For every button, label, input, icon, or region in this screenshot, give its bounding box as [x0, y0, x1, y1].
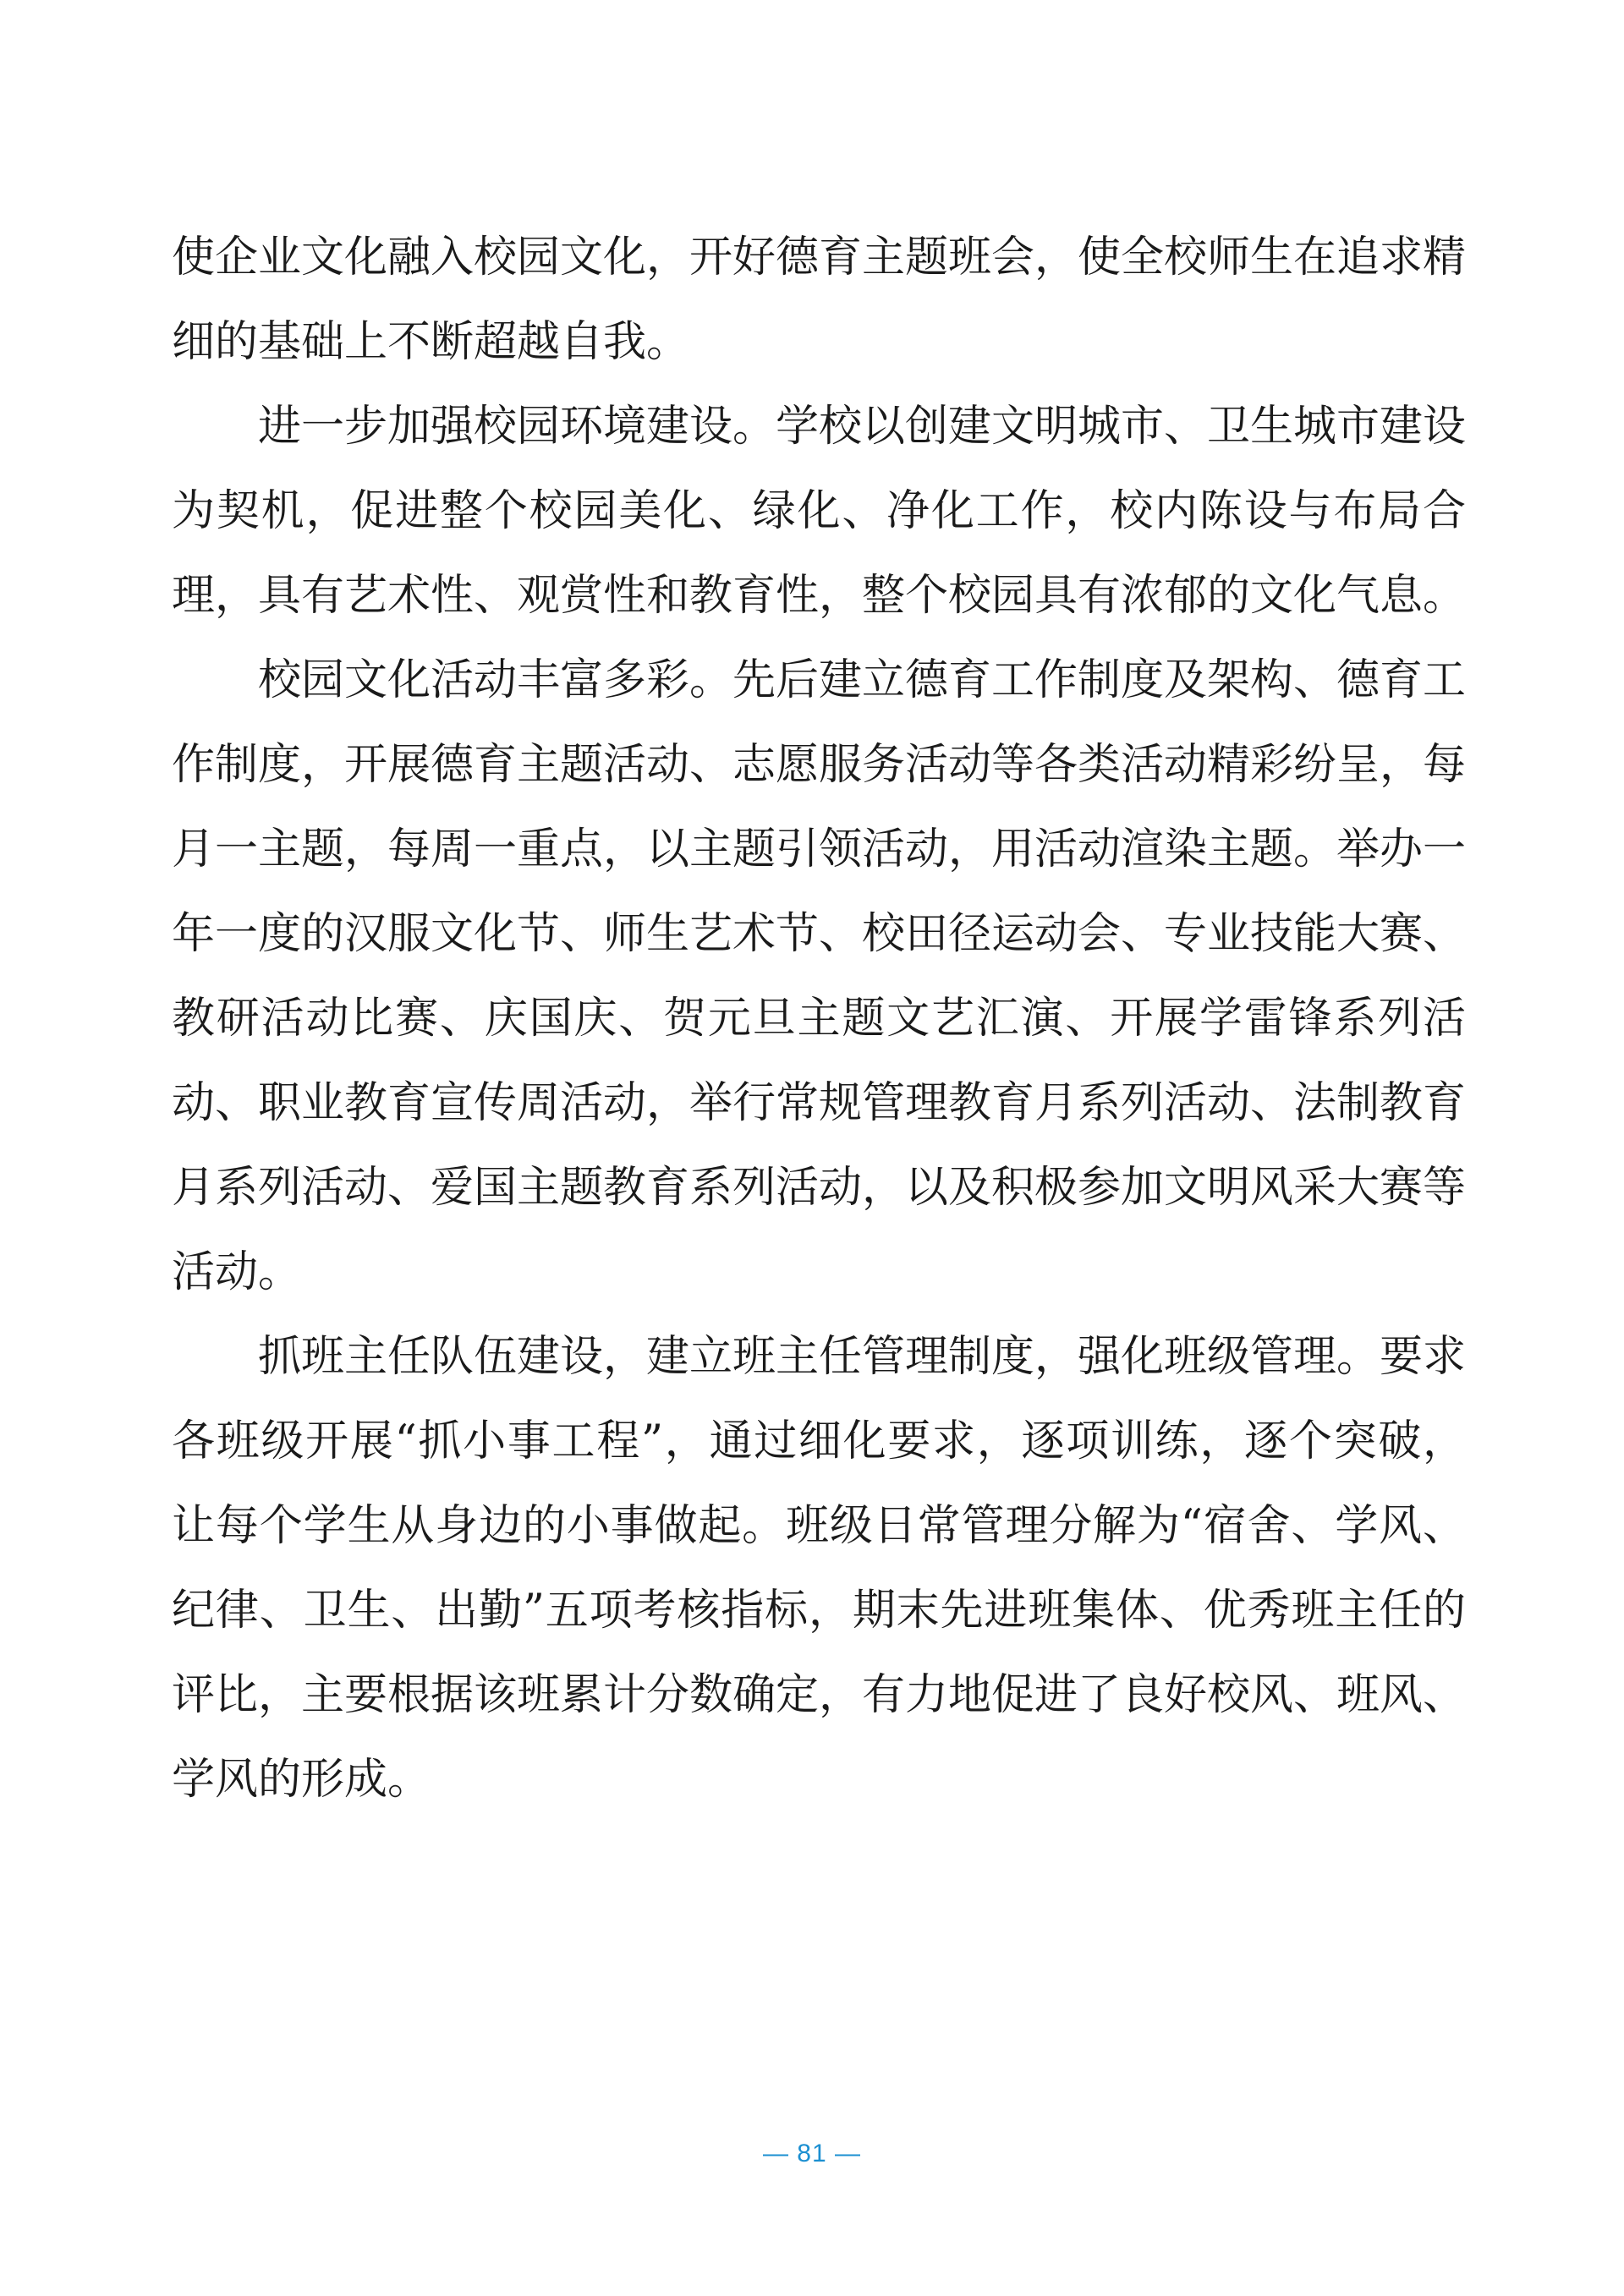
paragraph-head-teacher-team: 抓班主任队伍建设，建立班主任管理制度，强化班级管理。要求各班级开展“抓小事工程”，通过细化要求，逐项训练，逐个突破，让每个学生从身边的小事做起。班级日常管理分解为“宿舍、学风、纪律、卫生、出勤”五项考核指标，期末先进班集体、优秀班主任的评比，主要根据该班累计分数确定，有力地促进了良好校风、班风、学风的形成。: [172, 1332, 1467, 1805]
paragraph-campus-environment: 进一步加强校园环境建设。学校以创建文明城市、卫生城市建设为契机，促进整个校园美化、绿化、净化工作，校内陈设与布局合理，具有艺术性、观赏性和教育性，整个校园具有浓郁的文化气息。: [172, 402, 1467, 621]
body-text: [172, 216, 1466, 1822]
page-number: — 81 —: [762, 2140, 862, 2167]
paragraph-cultural-activities: 校园文化活动丰富多彩。先后建立德育工作制度及架构、德育工作制度，开展德育主题活动、志愿服务活动等各类活动精彩纷呈，每月一主题，每周一重点，以主题引领活动，用活动渲染主题。举办一年一度的汉服文化节、师生艺术节、校田径运动会、专业技能大赛、教研活动比赛、庆国庆、贺元旦主题文艺汇演、开展学雷锋系列活动、职业教育宣传周活动，举行常规管理教育月系列活动、法制教育月系列活动、爱国主题教育系列活动，以及积极参加文明风采大赛等活动。: [172, 655, 1467, 1297]
paragraph-continuation: 使企业文化融入校园文化，开好德育主题班会，使全校师生在追求精细的基础上不断超越自我。: [172, 233, 1467, 367]
